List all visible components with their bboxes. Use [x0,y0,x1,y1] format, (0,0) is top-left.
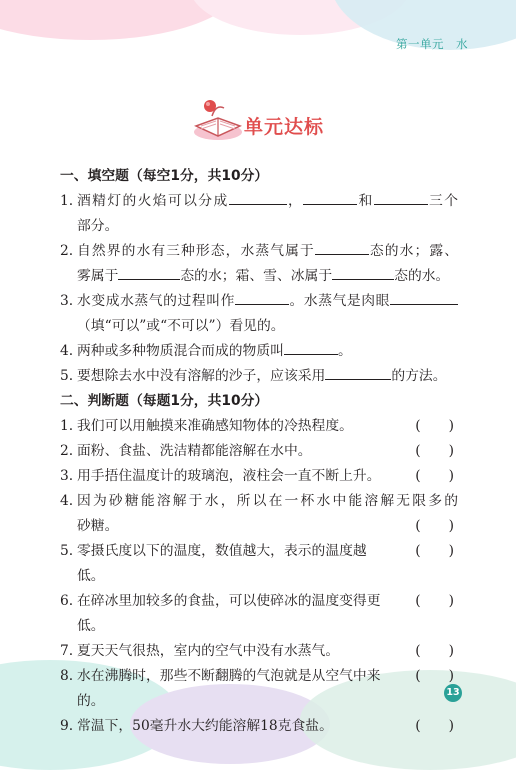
question-line: 自然界的水有三种形态，水蒸气属于 态的水；露、 [77,239,458,264]
question-line: 两种或多种物质混合而成的物质叫 。 [77,339,458,364]
fill-question-5 [60,364,458,389]
question-text: 常温下，50毫升水大约能溶解18克食盐。 [77,718,333,734]
answer-parentheses[interactable]: ( ) [415,643,454,659]
answer-blank[interactable] [332,265,394,280]
tf-question-1 [60,414,458,439]
question-number: 7. [60,643,74,659]
question-text-cont: 砂糖。 [77,518,119,534]
answer-blank[interactable] [390,290,458,305]
page-number: 13 [444,684,462,702]
running-header [396,36,468,52]
answer-blank[interactable] [229,190,287,205]
answer-parentheses[interactable]: ( ) [415,443,454,459]
section-title: 单元达标 [244,116,325,138]
answer-blank[interactable] [303,190,357,205]
question-number: 6. [60,593,74,609]
question-line: 部分。 [77,218,119,234]
question-line: （填“可以”或“不可以”）看见的。 [77,318,285,334]
section-logo [190,96,330,146]
answer-blank[interactable] [374,190,428,205]
answer-parentheses[interactable]: ( ) [415,418,454,434]
question-number: 5. [60,368,74,384]
fill-question-4 [60,339,458,364]
question-number: 4. [60,493,74,509]
question-text: 用手捂住温度计的玻璃泡，液柱会一直不断上升。 [77,468,381,484]
question-number: 2. [60,443,74,459]
tf-question-7 [60,639,458,664]
answer-parentheses[interactable]: ( ) [415,668,454,684]
question-number: 9. [60,718,74,734]
question-line: 要想除去水中没有溶解的沙子，应该采用 的方法。 [77,364,458,389]
tf-question-8 [60,664,458,714]
question-line [77,514,458,539]
fill-question-3 [60,289,458,339]
fill-blank-heading: 一、填空题（每空1分，共10分） [60,168,269,184]
question-line: 酒精灯的火焰可以分成 ， 和 三个 [77,189,458,214]
question-text: 夏天天气很热，室内的空气中没有水蒸气。 [77,643,340,659]
question-number: 3. [60,293,74,309]
fill-question-2 [60,239,458,289]
question-text: 零摄氏度以下的温度，数值越大，表示的温度越低。 [77,543,367,584]
tf-question-5 [60,539,458,589]
answer-blank[interactable] [284,340,338,355]
answer-parentheses[interactable]: ( ) [415,593,454,609]
answer-blank[interactable] [315,240,369,255]
tf-question-9 [60,714,458,739]
topic-label: 水 [456,37,468,51]
answer-blank[interactable] [235,290,289,305]
question-number: 1. [60,418,74,434]
tf-question-6 [60,589,458,639]
true-false-heading: 二、判断题（每题1分，共10分） [60,393,269,409]
question-text: 我们可以用触摸来准确感知物体的冷热程度。 [77,418,353,434]
answer-blank[interactable] [325,365,391,380]
question-line: 雾属于 态的水；霜、雪、冰属于 态的水。 [77,264,458,289]
fill-question-1 [60,189,458,239]
question-text: 在碎冰里加较多的食盐，可以使碎冰的温度变得更低。 [77,593,381,634]
question-number: 5. [60,543,74,559]
question-number: 2. [60,243,74,259]
question-text: 因为砂糖能溶解于水，所以在一杯水中能溶解无限多的 [77,493,458,509]
question-number: 4. [60,343,74,359]
question-number: 1. [60,193,74,209]
answer-blank[interactable] [118,265,180,280]
question-number: 8. [60,668,74,684]
tf-question-4 [60,489,458,539]
question-text: 水在沸腾时，那些不断翻腾的气泡就是从空气中来的。 [77,668,381,709]
tf-question-2 [60,439,458,464]
open-book-icon [190,96,246,144]
question-line: 水变成水蒸气的过程叫作 。水蒸气是肉眼 [77,289,458,314]
answer-parentheses[interactable]: ( ) [415,543,454,559]
question-number: 3. [60,468,74,484]
tf-question-3 [60,464,458,489]
answer-parentheses[interactable]: ( ) [415,468,454,484]
answer-parentheses[interactable]: ( ) [415,718,454,734]
unit-label: 第一单元 [396,37,444,51]
question-text: 面粉、食盐、洗洁精都能溶解在水中。 [77,443,312,459]
answer-parentheses[interactable]: ( ) [415,518,454,534]
worksheet-content [60,164,458,739]
